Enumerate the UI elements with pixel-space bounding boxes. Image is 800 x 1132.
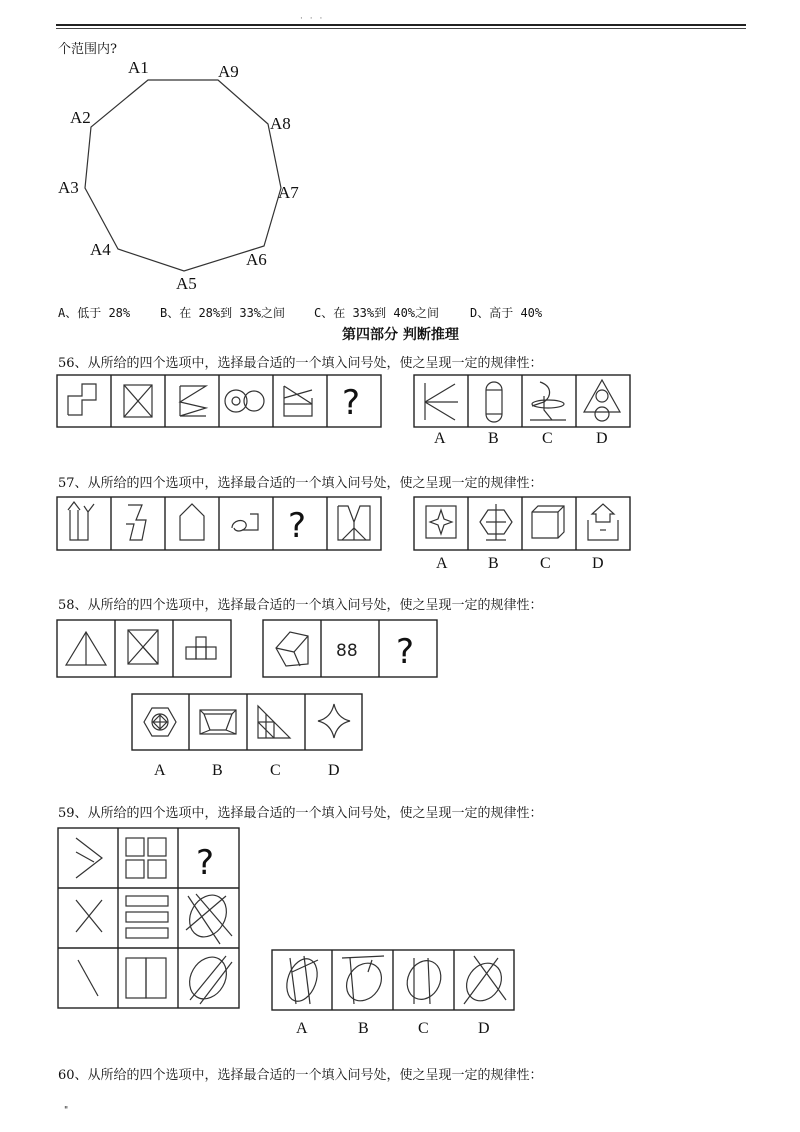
q59-label-c: C xyxy=(418,1020,429,1037)
q56-label-d: D xyxy=(596,430,608,447)
q59-label-a: A xyxy=(296,1020,308,1037)
vertex-label-a4: A4 xyxy=(90,240,111,259)
vertex-label-a7: A7 xyxy=(278,183,299,202)
intro-tail-text: 个范围内? xyxy=(58,42,117,57)
q55-option-a: A、低于 28% xyxy=(58,306,131,320)
footer-mark: " xyxy=(64,1106,69,1116)
q55-option-c: C、在 33%到 40%之间 xyxy=(314,306,440,320)
q58-label-d: D xyxy=(328,762,340,779)
header-faint-text: · · · xyxy=(300,14,325,24)
question-58-text: 58、从所给的四个选项中，选择最合适的一个填入问号处，使之呈现一定的规律性： xyxy=(58,598,543,613)
q55-option-d: D、高于 40% xyxy=(470,306,543,320)
question-57-text: 57、从所给的四个选项中，选择最合适的一个填入问号处，使之呈现一定的规律性： xyxy=(58,476,543,491)
question-59-text: 59、从所给的四个选项中，选择最合适的一个填入问号处，使之呈现一定的规律性： xyxy=(58,806,543,821)
vertex-label-a2: A2 xyxy=(70,108,91,127)
vertex-label-a9: A9 xyxy=(218,62,239,81)
question-60-text: 60、从所给的四个选项中，选择最合适的一个填入问号处，使之呈现一定的规律性： xyxy=(58,1068,543,1083)
q57-question-mark: ? xyxy=(288,506,307,546)
q56-label-b: B xyxy=(488,430,499,447)
q56-question-mark: ? xyxy=(342,383,361,423)
q57-label-b: B xyxy=(488,555,499,572)
q58-label-b: B xyxy=(212,762,223,779)
q58-label-c: C xyxy=(270,762,281,779)
question-56-text: 56、从所给的四个选项中，选择最合适的一个填入问号处，使之呈现一定的规律性： xyxy=(58,356,543,371)
q56-label-c: C xyxy=(542,430,553,447)
vertex-label-a6: A6 xyxy=(246,250,267,269)
q59-label-b: B xyxy=(358,1020,369,1037)
vertex-label-a3: A3 xyxy=(58,178,79,197)
eights-text: 88 xyxy=(336,641,358,661)
q56-label-a: A xyxy=(434,430,446,447)
q59-label-d: D xyxy=(478,1020,490,1037)
q57-label-a: A xyxy=(436,555,448,572)
q58-question-mark: ? xyxy=(396,632,415,672)
q55-option-b: B、在 28%到 33%之间 xyxy=(160,306,286,320)
q58-label-a: A xyxy=(154,762,166,779)
vertex-label-a1: A1 xyxy=(128,58,149,77)
q57-label-d: D xyxy=(592,555,604,572)
vertex-label-a8: A8 xyxy=(270,114,291,133)
section-title: 第四部分 判断推理 xyxy=(342,327,459,343)
q57-label-c: C xyxy=(540,555,551,572)
vertex-label-a5: A5 xyxy=(176,274,197,293)
q59-question-mark: ? xyxy=(196,843,215,883)
